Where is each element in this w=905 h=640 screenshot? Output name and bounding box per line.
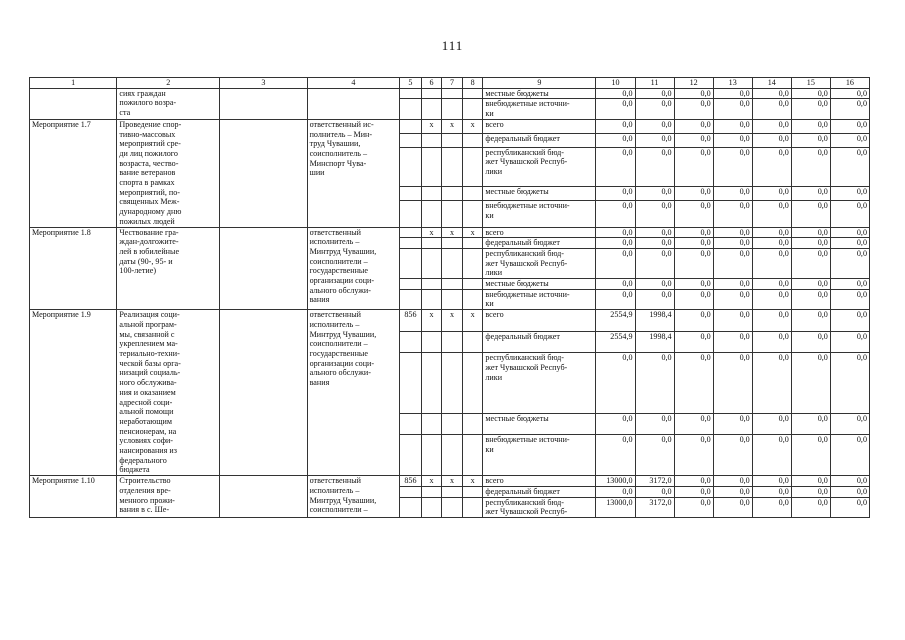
- code-col-8: [462, 486, 483, 497]
- code-col-6: [421, 200, 442, 227]
- code-col-6: [421, 289, 442, 309]
- funding-source: федеральный бюджет: [483, 238, 596, 249]
- value-year-col-15: 0,0: [791, 279, 830, 290]
- value-year-col-13: 0,0: [713, 310, 752, 331]
- code-col-5: [400, 331, 422, 352]
- value-year-col-10: 0,0: [596, 147, 635, 186]
- table-row: [30, 227, 870, 238]
- value-year-col-16: 0,0: [830, 248, 869, 278]
- value-year-col-10: 13000,0: [596, 476, 635, 487]
- value-year-col-14: 0,0: [752, 413, 791, 434]
- code-col-7: [442, 238, 463, 249]
- value-year-col-16: 0,0: [830, 413, 869, 434]
- code-col-7: [442, 486, 463, 497]
- header-row: [30, 78, 870, 89]
- value-year-col-13: 0,0: [713, 289, 752, 309]
- value-year-col-13: 0,0: [713, 119, 752, 133]
- value-year-col-15: 0,0: [791, 238, 830, 249]
- code-col-8: [462, 238, 483, 249]
- column-number-10: 10: [596, 78, 635, 89]
- value-year-col-12: 0,0: [674, 289, 713, 309]
- value-year-col-11: 0,0: [635, 248, 674, 278]
- code-col-5: 856: [400, 476, 422, 487]
- column-3-cell: [220, 310, 307, 476]
- column-number-14: 14: [752, 78, 791, 89]
- code-col-8: x: [462, 476, 483, 487]
- value-year-col-14: 0,0: [752, 353, 791, 413]
- value-year-col-11: 0,0: [635, 227, 674, 238]
- code-col-5: [400, 248, 422, 278]
- value-year-col-15: 0,0: [791, 331, 830, 352]
- value-year-col-15: 0,0: [791, 476, 830, 487]
- value-year-col-13: 0,0: [713, 279, 752, 290]
- code-col-5: [400, 119, 422, 133]
- code-col-7: [442, 248, 463, 278]
- column-number-1: 1: [30, 78, 117, 89]
- value-year-col-12: 0,0: [674, 248, 713, 278]
- value-year-col-13: 0,0: [713, 331, 752, 352]
- code-col-6: [421, 435, 442, 476]
- value-year-col-12: 0,0: [674, 147, 713, 186]
- value-year-col-13: 0,0: [713, 200, 752, 227]
- value-year-col-12: 0,0: [674, 476, 713, 487]
- column-number-12: 12: [674, 78, 713, 89]
- measure-code: Мероприятие 1.8: [30, 227, 117, 310]
- value-year-col-12: 0,0: [674, 88, 713, 99]
- code-col-7: [442, 331, 463, 352]
- value-year-col-12: 0,0: [674, 310, 713, 331]
- measure-name: Реализация соци- альной програм- мы, связанной с укреплением ма- териально-техни- ческой базы орга- низаций социаль- ного обслужива- ния и оказанием адресной соци- альной помощи неработающим пенсионерам, на условиях софи- нансирования из федерального бюджета: [117, 310, 220, 476]
- column-number-6: 6: [421, 78, 442, 89]
- measure-code: Мероприятие 1.9: [30, 310, 117, 476]
- value-year-col-14: 0,0: [752, 88, 791, 99]
- value-year-col-10: 0,0: [596, 289, 635, 309]
- code-col-6: x: [421, 476, 442, 487]
- value-year-col-12: 0,0: [674, 186, 713, 200]
- value-year-col-11: 1998,4: [635, 310, 674, 331]
- value-year-col-13: 0,0: [713, 486, 752, 497]
- value-year-col-15: 0,0: [791, 200, 830, 227]
- value-year-col-14: 0,0: [752, 119, 791, 133]
- funding-source: федеральный бюджет: [483, 133, 596, 147]
- value-year-col-14: 0,0: [752, 186, 791, 200]
- value-year-col-11: 0,0: [635, 186, 674, 200]
- value-year-col-10: 13000,0: [596, 497, 635, 517]
- value-year-col-11: 0,0: [635, 279, 674, 290]
- value-year-col-10: 0,0: [596, 99, 635, 119]
- code-col-5: [400, 353, 422, 413]
- value-year-col-15: 0,0: [791, 133, 830, 147]
- value-year-col-10: 0,0: [596, 238, 635, 249]
- code-col-5: [400, 486, 422, 497]
- table-body: [30, 78, 870, 518]
- value-year-col-12: 0,0: [674, 200, 713, 227]
- value-year-col-13: 0,0: [713, 133, 752, 147]
- value-year-col-15: 0,0: [791, 119, 830, 133]
- value-year-col-10: 2554,9: [596, 310, 635, 331]
- funding-source: всего: [483, 476, 596, 487]
- code-col-5: [400, 279, 422, 290]
- funding-source: местные бюджеты: [483, 279, 596, 290]
- code-col-5: [400, 200, 422, 227]
- code-col-8: [462, 99, 483, 119]
- code-col-7: [442, 147, 463, 186]
- funding-source: всего: [483, 119, 596, 133]
- value-year-col-15: 0,0: [791, 227, 830, 238]
- code-col-7: x: [442, 310, 463, 331]
- code-col-7: [442, 186, 463, 200]
- value-year-col-15: 0,0: [791, 88, 830, 99]
- code-col-7: [442, 200, 463, 227]
- value-year-col-15: 0,0: [791, 435, 830, 476]
- value-year-col-10: 2554,9: [596, 331, 635, 352]
- code-col-6: [421, 147, 442, 186]
- measure-name: Чествование гра- ждан-долгожите- лей в юбилейные даты (90-, 95- и 100-летие): [117, 227, 220, 310]
- value-year-col-11: 1998,4: [635, 331, 674, 352]
- code-col-6: [421, 186, 442, 200]
- value-year-col-14: 0,0: [752, 331, 791, 352]
- code-col-8: [462, 435, 483, 476]
- value-year-col-14: 0,0: [752, 310, 791, 331]
- program-funding-table: [29, 77, 870, 518]
- funding-source: всего: [483, 227, 596, 238]
- measure-code: [30, 88, 117, 119]
- value-year-col-11: 0,0: [635, 147, 674, 186]
- column-3-cell: [220, 119, 307, 227]
- column-number-11: 11: [635, 78, 674, 89]
- value-year-col-15: 0,0: [791, 99, 830, 119]
- value-year-col-14: 0,0: [752, 227, 791, 238]
- column-3-cell: [220, 88, 307, 119]
- value-year-col-12: 0,0: [674, 486, 713, 497]
- measure-code: Мероприятие 1.7: [30, 119, 117, 227]
- code-col-5: [400, 289, 422, 309]
- value-year-col-16: 0,0: [830, 147, 869, 186]
- value-year-col-10: 0,0: [596, 133, 635, 147]
- code-col-6: [421, 99, 442, 119]
- code-col-6: [421, 486, 442, 497]
- column-number-7: 7: [442, 78, 463, 89]
- column-number-3: 3: [220, 78, 307, 89]
- code-col-7: x: [442, 119, 463, 133]
- code-col-6: [421, 248, 442, 278]
- value-year-col-11: 0,0: [635, 99, 674, 119]
- code-col-8: x: [462, 310, 483, 331]
- value-year-col-12: 0,0: [674, 413, 713, 434]
- column-3-cell: [220, 227, 307, 310]
- code-col-6: [421, 353, 442, 413]
- value-year-col-16: 0,0: [830, 119, 869, 133]
- value-year-col-11: 0,0: [635, 353, 674, 413]
- value-year-col-13: 0,0: [713, 435, 752, 476]
- value-year-col-12: 0,0: [674, 497, 713, 517]
- value-year-col-10: 0,0: [596, 248, 635, 278]
- value-year-col-11: 0,0: [635, 238, 674, 249]
- value-year-col-14: 0,0: [752, 435, 791, 476]
- value-year-col-11: 0,0: [635, 486, 674, 497]
- value-year-col-13: 0,0: [713, 497, 752, 517]
- code-col-8: [462, 88, 483, 99]
- value-year-col-10: 0,0: [596, 486, 635, 497]
- value-year-col-16: 0,0: [830, 331, 869, 352]
- value-year-col-15: 0,0: [791, 310, 830, 331]
- code-col-7: [442, 413, 463, 434]
- value-year-col-16: 0,0: [830, 88, 869, 99]
- code-col-8: [462, 279, 483, 290]
- value-year-col-14: 0,0: [752, 99, 791, 119]
- code-col-8: [462, 289, 483, 309]
- code-col-5: [400, 186, 422, 200]
- value-year-col-11: 0,0: [635, 413, 674, 434]
- value-year-col-12: 0,0: [674, 238, 713, 249]
- column-number-13: 13: [713, 78, 752, 89]
- funding-source: местные бюджеты: [483, 88, 596, 99]
- code-col-8: x: [462, 119, 483, 133]
- code-col-7: [442, 99, 463, 119]
- value-year-col-16: 0,0: [830, 486, 869, 497]
- value-year-col-14: 0,0: [752, 133, 791, 147]
- code-col-6: [421, 413, 442, 434]
- code-col-5: [400, 133, 422, 147]
- column-number-15: 15: [791, 78, 830, 89]
- value-year-col-16: 0,0: [830, 435, 869, 476]
- value-year-col-11: 3172,0: [635, 497, 674, 517]
- funding-source: внебюджетные источни- ки: [483, 435, 596, 476]
- value-year-col-10: 0,0: [596, 200, 635, 227]
- code-col-5: [400, 238, 422, 249]
- column-number-9: 9: [483, 78, 596, 89]
- code-col-8: [462, 413, 483, 434]
- value-year-col-12: 0,0: [674, 227, 713, 238]
- code-col-6: [421, 238, 442, 249]
- value-year-col-16: 0,0: [830, 186, 869, 200]
- value-year-col-13: 0,0: [713, 99, 752, 119]
- measure-code: Мероприятие 1.10: [30, 476, 117, 518]
- value-year-col-10: 0,0: [596, 88, 635, 99]
- code-col-8: x: [462, 227, 483, 238]
- funding-source: внебюджетные источни- ки: [483, 200, 596, 227]
- value-year-col-15: 0,0: [791, 248, 830, 278]
- value-year-col-12: 0,0: [674, 119, 713, 133]
- code-col-8: [462, 353, 483, 413]
- funding-source: местные бюджеты: [483, 186, 596, 200]
- value-year-col-14: 0,0: [752, 200, 791, 227]
- value-year-col-16: 0,0: [830, 227, 869, 238]
- value-year-col-10: 0,0: [596, 227, 635, 238]
- page-number: 111: [441, 38, 464, 53]
- column-3-cell: [220, 476, 307, 518]
- value-year-col-15: 0,0: [791, 289, 830, 309]
- code-col-6: x: [421, 227, 442, 238]
- funding-source: республиканский бюд- жет Чувашской Респуб-: [483, 497, 596, 517]
- value-year-col-14: 0,0: [752, 279, 791, 290]
- value-year-col-10: 0,0: [596, 413, 635, 434]
- code-col-6: x: [421, 119, 442, 133]
- table-row: [30, 88, 870, 99]
- funding-source: федеральный бюджет: [483, 331, 596, 352]
- value-year-col-11: 0,0: [635, 435, 674, 476]
- value-year-col-10: 0,0: [596, 279, 635, 290]
- code-col-6: [421, 88, 442, 99]
- column-number-8: 8: [462, 78, 483, 89]
- funding-source: внебюджетные источни- ки: [483, 289, 596, 309]
- executor-cell: [307, 88, 400, 119]
- funding-source: республиканский бюд- жет Чувашской Респуб- лики: [483, 248, 596, 278]
- column-number-5: 5: [400, 78, 422, 89]
- value-year-col-10: 0,0: [596, 353, 635, 413]
- code-col-8: [462, 147, 483, 186]
- value-year-col-15: 0,0: [791, 147, 830, 186]
- code-col-8: [462, 186, 483, 200]
- executor-cell: ответственный исполнитель – Минтруд Чувашии, соисполнители – государственные организации соци- ального обслужи- вания: [307, 310, 400, 476]
- value-year-col-16: 0,0: [830, 310, 869, 331]
- value-year-col-14: 0,0: [752, 497, 791, 517]
- value-year-col-16: 0,0: [830, 497, 869, 517]
- code-col-5: [400, 435, 422, 476]
- value-year-col-12: 0,0: [674, 279, 713, 290]
- code-col-5: [400, 88, 422, 99]
- measure-name: Строительство отделения вре- менного прожи- вания в с. Ше-: [117, 476, 220, 518]
- code-col-8: [462, 133, 483, 147]
- value-year-col-10: 0,0: [596, 119, 635, 133]
- code-col-5: [400, 99, 422, 119]
- code-col-6: x: [421, 310, 442, 331]
- funding-source: республиканский бюд- жет Чувашской Респуб- лики: [483, 353, 596, 413]
- executor-cell: ответственный исполнитель – Минтруд Чувашии, соисполнители – государственные организации соци- ального обслужи- вания: [307, 227, 400, 310]
- value-year-col-14: 0,0: [752, 147, 791, 186]
- value-year-col-13: 0,0: [713, 227, 752, 238]
- value-year-col-15: 0,0: [791, 186, 830, 200]
- value-year-col-16: 0,0: [830, 289, 869, 309]
- code-col-7: x: [442, 476, 463, 487]
- value-year-col-16: 0,0: [830, 279, 869, 290]
- value-year-col-11: 0,0: [635, 88, 674, 99]
- value-year-col-16: 0,0: [830, 200, 869, 227]
- table-row: [30, 476, 870, 487]
- value-year-col-14: 0,0: [752, 486, 791, 497]
- code-col-5: [400, 227, 422, 238]
- value-year-col-12: 0,0: [674, 133, 713, 147]
- code-col-5: 856: [400, 310, 422, 331]
- value-year-col-15: 0,0: [791, 413, 830, 434]
- value-year-col-11: 0,0: [635, 200, 674, 227]
- code-col-5: [400, 413, 422, 434]
- code-col-7: [442, 133, 463, 147]
- code-col-7: [442, 435, 463, 476]
- value-year-col-16: 0,0: [830, 133, 869, 147]
- value-year-col-12: 0,0: [674, 353, 713, 413]
- code-col-8: [462, 331, 483, 352]
- value-year-col-10: 0,0: [596, 435, 635, 476]
- funding-source: федеральный бюджет: [483, 486, 596, 497]
- value-year-col-12: 0,0: [674, 331, 713, 352]
- code-col-8: [462, 248, 483, 278]
- value-year-col-12: 0,0: [674, 435, 713, 476]
- value-year-col-16: 0,0: [830, 353, 869, 413]
- value-year-col-15: 0,0: [791, 353, 830, 413]
- measure-name: сиях граждан пожилого возра- ста: [117, 88, 220, 119]
- funding-source: республиканский бюд- жет Чувашской Респуб- лики: [483, 147, 596, 186]
- value-year-col-11: 0,0: [635, 119, 674, 133]
- code-col-7: [442, 88, 463, 99]
- measure-name: Проведение спор- тивно-массовых мероприятий сре- ди лиц пожилого возраста, чество- вание ветеранов спорта в рамках мероприятий, по- священных Меж- дународному дню пожилых людей: [117, 119, 220, 227]
- value-year-col-13: 0,0: [713, 147, 752, 186]
- value-year-col-14: 0,0: [752, 248, 791, 278]
- column-number-16: 16: [830, 78, 869, 89]
- code-col-7: [442, 289, 463, 309]
- value-year-col-16: 0,0: [830, 99, 869, 119]
- value-year-col-14: 0,0: [752, 476, 791, 487]
- funding-source: всего: [483, 310, 596, 331]
- code-col-5: [400, 497, 422, 517]
- value-year-col-14: 0,0: [752, 238, 791, 249]
- value-year-col-13: 0,0: [713, 186, 752, 200]
- value-year-col-14: 0,0: [752, 289, 791, 309]
- code-col-5: [400, 147, 422, 186]
- executor-cell: ответственный исполнитель – Минтруд Чувашии, соисполнители –: [307, 476, 400, 518]
- code-col-6: [421, 133, 442, 147]
- code-col-6: [421, 279, 442, 290]
- value-year-col-12: 0,0: [674, 99, 713, 119]
- code-col-7: [442, 279, 463, 290]
- code-col-7: x: [442, 227, 463, 238]
- value-year-col-13: 0,0: [713, 238, 752, 249]
- value-year-col-16: 0,0: [830, 476, 869, 487]
- value-year-col-13: 0,0: [713, 88, 752, 99]
- code-col-8: [462, 497, 483, 517]
- value-year-col-11: 0,0: [635, 133, 674, 147]
- code-col-7: [442, 497, 463, 517]
- value-year-col-13: 0,0: [713, 248, 752, 278]
- code-col-8: [462, 200, 483, 227]
- table-row: [30, 119, 870, 133]
- value-year-col-10: 0,0: [596, 186, 635, 200]
- value-year-col-15: 0,0: [791, 497, 830, 517]
- value-year-col-16: 0,0: [830, 238, 869, 249]
- code-col-7: [442, 353, 463, 413]
- value-year-col-15: 0,0: [791, 486, 830, 497]
- value-year-col-13: 0,0: [713, 353, 752, 413]
- column-number-2: 2: [117, 78, 220, 89]
- value-year-col-13: 0,0: [713, 476, 752, 487]
- value-year-col-13: 0,0: [713, 413, 752, 434]
- value-year-col-11: 0,0: [635, 289, 674, 309]
- executor-cell: ответственный ис- полнитель – Мин- труд Чувашии, соисполнитель – Минспорт Чува- шии: [307, 119, 400, 227]
- table-row: [30, 310, 870, 331]
- code-col-6: [421, 497, 442, 517]
- funding-source: местные бюджеты: [483, 413, 596, 434]
- funding-source: внебюджетные источни- ки: [483, 99, 596, 119]
- value-year-col-11: 3172,0: [635, 476, 674, 487]
- column-number-4: 4: [307, 78, 400, 89]
- code-col-6: [421, 331, 442, 352]
